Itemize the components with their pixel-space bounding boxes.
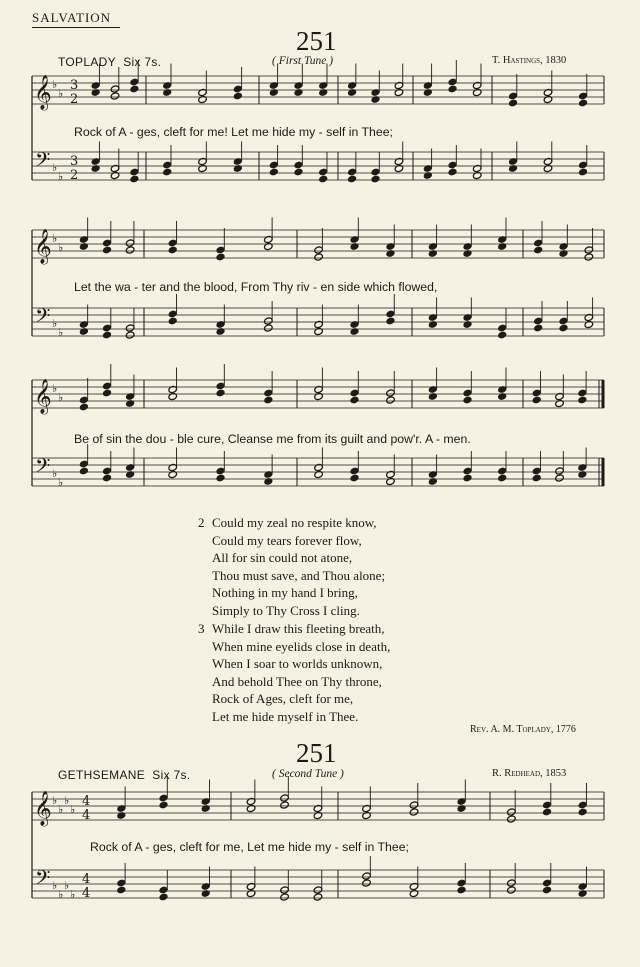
half-note (313, 886, 323, 894)
quarter-note (102, 324, 112, 332)
quarter-note (463, 396, 473, 404)
quarter-note (559, 317, 569, 325)
quarter-note (269, 168, 279, 176)
half-note (110, 85, 120, 93)
half-note (313, 893, 323, 901)
quarter-note (233, 85, 243, 93)
time-sig-bottom: 2 (70, 168, 79, 183)
half-note (584, 246, 594, 254)
half-note (125, 324, 135, 332)
quarter-note (533, 324, 543, 332)
half-note (280, 886, 290, 894)
lyric-line-4: Rock of A - ges, cleft for me, Let me hide my - self in Thee; (90, 840, 409, 854)
quarter-note (578, 396, 588, 404)
quarter-note (578, 99, 588, 107)
quarter-note (542, 879, 552, 887)
quarter-note (347, 175, 357, 183)
quarter-note (578, 389, 588, 397)
quarter-note (448, 78, 458, 86)
stanza-line: Rock of Ages, cleft for me, (212, 691, 354, 707)
stanza-line: When I soar to worlds unknown, (212, 656, 383, 672)
quarter-note (130, 168, 140, 176)
quarter-note (79, 467, 89, 475)
quarter-note (463, 389, 473, 397)
quarter-note (533, 246, 543, 254)
composer: T. Hastings, 1830 (492, 55, 567, 66)
half-note (125, 239, 135, 247)
quarter-note (79, 403, 89, 411)
tune-label-2: ( Second Tune ) (272, 768, 344, 780)
stanza-line: Let me hide myself in Thee. (212, 708, 359, 724)
hymn-number-2: 251 (296, 738, 337, 768)
quarter-note (533, 239, 543, 247)
quarter-note (578, 168, 588, 176)
tune-name-text: TOPLADY (58, 55, 116, 69)
quarter-note (168, 239, 178, 247)
lyric-line-3: Be of sin the dou - ble cure, Cleanse me from its guilt and pow'r. A - men. (74, 432, 471, 446)
quarter-note (216, 389, 226, 397)
quarter-note (318, 168, 328, 176)
key-flat: ♭ (52, 78, 58, 91)
treble-clef: 𝄞 (34, 379, 52, 414)
stanza-number: 3 (198, 621, 205, 636)
quarter-note (350, 467, 360, 475)
key-flat: ♭ (52, 794, 58, 807)
key-flat: ♭ (58, 391, 64, 404)
hymn-number: 251 (296, 26, 337, 56)
quarter-note (497, 324, 507, 332)
quarter-note (168, 246, 178, 254)
quarter-note (532, 474, 542, 482)
key-flat: ♭ (58, 476, 64, 489)
quarter-note (532, 467, 542, 475)
key-flat: ♭ (52, 467, 58, 480)
quarter-note (216, 474, 226, 482)
time-sig-top: 3 (70, 78, 79, 93)
quarter-note (542, 808, 552, 816)
key-flat: ♭ (58, 170, 64, 183)
half-note (507, 808, 517, 816)
quarter-note (497, 474, 507, 482)
key-flat: ♭ (58, 326, 64, 339)
quarter-note (117, 886, 127, 894)
quarter-note (216, 246, 226, 254)
quarter-note (102, 474, 112, 482)
quarter-note (532, 396, 542, 404)
half-note (507, 815, 517, 823)
time-sig-bottom: 2 (70, 92, 79, 107)
treble-clef: 𝄞 (34, 229, 52, 264)
key-flat: ♭ (64, 794, 70, 807)
quarter-note (532, 389, 542, 397)
half-note (555, 474, 565, 482)
treble-clef: 𝄞 (34, 791, 52, 826)
quarter-note (448, 168, 458, 176)
quarter-note (448, 85, 458, 93)
half-note (264, 324, 274, 332)
tune-name-text: GETHSEMANE (58, 768, 146, 782)
quarter-note (533, 317, 543, 325)
key-flat: ♭ (70, 888, 76, 901)
half-note (362, 879, 372, 887)
quarter-note (264, 389, 274, 397)
quarter-note (386, 317, 396, 325)
half-note (280, 801, 290, 809)
quarter-note (162, 168, 172, 176)
half-note (314, 246, 324, 254)
quarter-note (168, 310, 178, 318)
bass-clef: 𝄢 (35, 148, 51, 176)
composer-2: R. Redhead, 1853 (492, 768, 567, 779)
text-author: Rev. A. M. Toplady, 1776 (470, 724, 576, 735)
quarter-note (578, 801, 588, 809)
tune-label-text: Second Tune (278, 768, 338, 780)
quarter-note (386, 310, 396, 318)
quarter-note (102, 246, 112, 254)
quarter-note (79, 460, 89, 468)
quarter-note (102, 389, 112, 397)
half-note (264, 317, 274, 325)
quarter-note (542, 801, 552, 809)
tune-label-text: First Tune (278, 55, 327, 67)
quarter-note (457, 879, 467, 887)
stanza-number: 2 (198, 515, 205, 530)
quarter-note (130, 78, 140, 86)
quarter-note (216, 467, 226, 475)
time-sig-top: 4 (82, 872, 91, 887)
key-flat: ♭ (64, 879, 70, 892)
quarter-note (350, 396, 360, 404)
quarter-note (159, 794, 169, 802)
quarter-note (508, 99, 518, 107)
half-note (280, 893, 290, 901)
quarter-note (216, 253, 226, 261)
key-flat: ♭ (52, 879, 58, 892)
bass-clef: 𝄢 (35, 454, 51, 482)
bass-clef: 𝄢 (35, 866, 51, 894)
quarter-note (578, 92, 588, 100)
half-note (386, 396, 396, 404)
tune-label: ( First Tune ) (272, 55, 334, 67)
quarter-note (371, 168, 381, 176)
stanza-line: Could my zeal no respite know, (212, 515, 377, 530)
quarter-note (542, 886, 552, 894)
quarter-note (463, 474, 473, 482)
quarter-note (162, 161, 172, 169)
stanza-line: Nothing in my hand I bring, (212, 585, 358, 601)
half-note (409, 801, 419, 809)
quarter-note (269, 161, 279, 169)
half-note (409, 808, 419, 816)
bass-clef: 𝄢 (35, 304, 51, 332)
quarter-note (497, 467, 507, 475)
key-flat: ♭ (58, 888, 64, 901)
key-flat: ♭ (70, 803, 76, 816)
quarter-note (159, 801, 169, 809)
half-note (555, 467, 565, 475)
treble-clef: 𝄞 (34, 75, 52, 110)
stanza-line: And behold Thee on Thy throne, (212, 673, 382, 689)
quarter-note (457, 886, 467, 894)
section-heading: SALVATION (32, 10, 112, 25)
key-flat: ♭ (58, 241, 64, 254)
quarter-note (578, 808, 588, 816)
meter: Six 7s. (152, 768, 191, 782)
quarter-note (159, 886, 169, 894)
stanza-line: When mine eyelids close in death, (212, 638, 391, 654)
half-note (110, 92, 120, 100)
stanza-line: Could my tears forever flow, (212, 532, 362, 548)
quarter-note (350, 389, 360, 397)
quarter-note (350, 474, 360, 482)
quarter-note (497, 331, 507, 339)
key-flat: ♭ (58, 803, 64, 816)
stanza-line: Thou must save, and Thou alone; (212, 567, 386, 583)
half-note (280, 794, 290, 802)
quarter-note (102, 239, 112, 247)
lyric-line-1: Rock of A - ges, cleft for me! Let me hide my - self in Thee; (74, 125, 393, 139)
quarter-note (159, 893, 169, 901)
key-flat: ♭ (52, 317, 58, 330)
quarter-note (102, 382, 112, 390)
quarter-note (216, 382, 226, 390)
quarter-note (508, 92, 518, 100)
quarter-note (168, 317, 178, 325)
quarter-note (318, 175, 328, 183)
time-sig-bottom: 4 (82, 886, 91, 901)
quarter-note (578, 161, 588, 169)
half-note (314, 253, 324, 261)
quarter-note (264, 396, 274, 404)
key-flat: ♭ (52, 232, 58, 245)
lyric-line-2: Let the wa - ter and the blood, From Thy riv - en side which flowed, (74, 280, 438, 294)
quarter-note (130, 175, 140, 183)
half-note (507, 886, 517, 894)
quarter-note (371, 175, 381, 183)
half-note (125, 246, 135, 254)
quarter-note (130, 85, 140, 93)
quarter-note (559, 324, 569, 332)
quarter-note (233, 92, 243, 100)
half-note (362, 872, 372, 880)
quarter-note (347, 168, 357, 176)
half-note (125, 331, 135, 339)
time-sig-top: 3 (70, 154, 79, 169)
quarter-note (117, 879, 127, 887)
key-flat: ♭ (58, 87, 64, 100)
quarter-note (102, 467, 112, 475)
half-note (507, 879, 517, 887)
quarter-note (102, 331, 112, 339)
half-note (584, 253, 594, 261)
stanza-line: While I draw this fleeting breath, (212, 621, 385, 636)
time-sig-bottom: 4 (82, 808, 91, 823)
key-flat: ♭ (52, 161, 58, 174)
quarter-note (294, 168, 304, 176)
meter: Six 7s. (123, 55, 162, 69)
stanza-line: All for sin could not atone, (212, 550, 353, 566)
quarter-note (448, 161, 458, 169)
half-note (386, 389, 396, 397)
time-sig-top: 4 (82, 794, 91, 809)
key-flat: ♭ (52, 382, 58, 395)
quarter-note (463, 467, 473, 475)
quarter-note (294, 161, 304, 169)
stanza-line: Simply to Thy Cross I cling. (212, 602, 360, 618)
quarter-note (79, 396, 89, 404)
